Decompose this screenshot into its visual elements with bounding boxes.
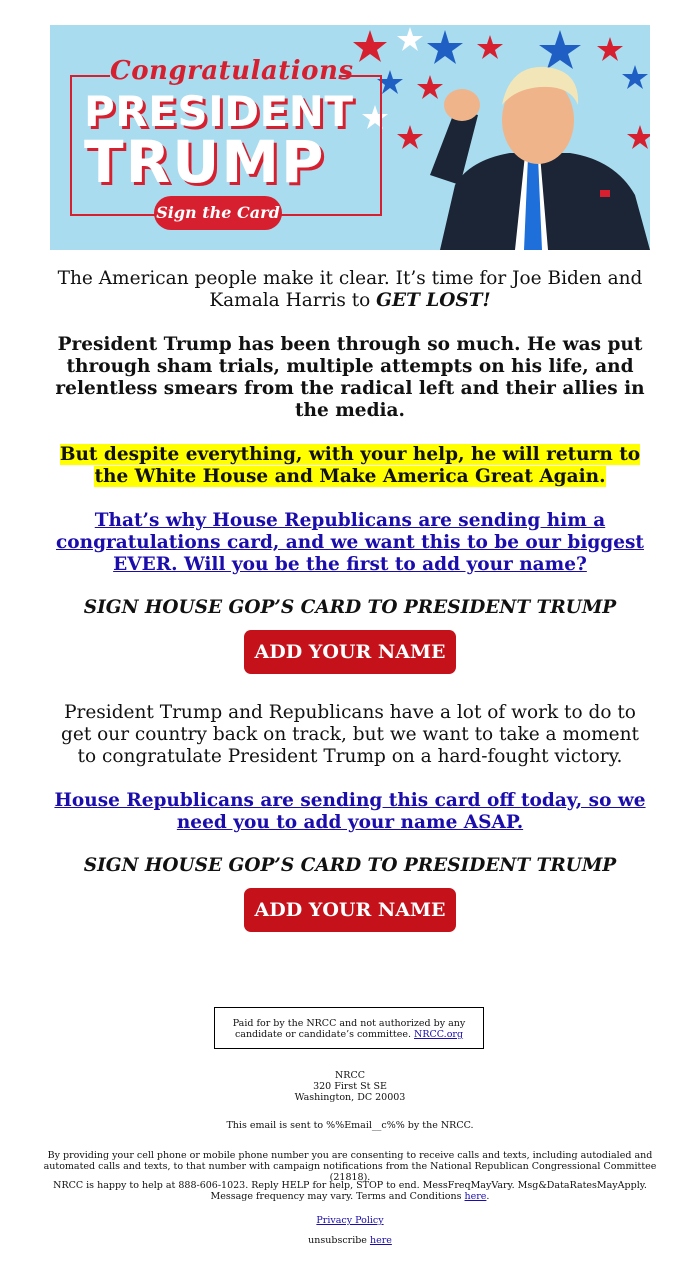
intro-text: The American people make it clear. It’s time for Joe Biden and Kamala Harris to [57, 268, 643, 311]
card-link-1[interactable]: That’s why House Republicans are sending him a congratulations card, and we want this to be our biggest EVER. Will you be the first to add your name? [56, 510, 644, 575]
para-return [50, 444, 650, 488]
footer-address [40, 1070, 660, 1103]
terms-link[interactable]: here [464, 1191, 487, 1202]
intro-paragraph [50, 268, 650, 312]
sign-heading-1: SIGN HOUSE GOP’S CARD TO PRESIDENT TRUMP [83, 597, 617, 618]
unsubscribe-text: unsubscribe [308, 1235, 370, 1246]
trump-photo [400, 45, 650, 250]
sign-the-card-badge[interactable]: Sign the Card [154, 196, 282, 230]
para-sham-trials: President Trump has been through so much. He was put through sham trials, multiple attempts on his life, and relentless smears from the radical left and their allies in the media. [55, 334, 645, 421]
privacy-row [40, 1215, 660, 1226]
add-your-name-button-1[interactable]: ADD YOUR NAME [244, 630, 456, 674]
org-name: NRCC [334, 1070, 365, 1081]
highlighted-text: But despite everything, with your help, he will return to the White House and Make America Great Again. [59, 444, 641, 487]
para-work: President Trump and Republicans have a lot of work to do to get our country back on track, but we want to take a moment to congratulate President Trump on a hard-fought victory. [61, 702, 639, 767]
sent-to-notice: This email is sent to %%Email__c%% by the NRCC. [226, 1120, 474, 1131]
link-paragraph-2 [50, 790, 650, 834]
nrcc-link[interactable]: NRCC.org [414, 1029, 464, 1040]
card-link-2[interactable]: House Republicans are sending this card off today, so we need you to add your name ASAP. [54, 790, 646, 833]
privacy-policy-link[interactable]: Privacy Policy [316, 1215, 384, 1226]
hero-banner[interactable] [50, 25, 650, 250]
help-notice: NRCC is happy to help at 888-606-1023. Reply HELP for help, STOP to end. MessFreqMayVary. Msg&DataRatesMayApply. Message frequency may vary. Terms and Conditions here. [53, 1180, 647, 1202]
address-line-2: Washington, DC 20003 [294, 1092, 406, 1103]
intro-emphasis: GET LOST! [376, 290, 491, 311]
paid-for-disclaimer [214, 1007, 484, 1049]
sign-heading-2: SIGN HOUSE GOP’S CARD TO PRESIDENT TRUMP [83, 855, 617, 876]
link-paragraph-1 [50, 510, 650, 576]
banner-congratulations: Congratulations [110, 56, 354, 86]
add-your-name-button-2[interactable]: ADD YOUR NAME [244, 888, 456, 932]
banner-trump: TRUMP [84, 128, 326, 196]
banner-president: PRESIDENT [84, 87, 354, 136]
help-text: NRCC is happy to help at 888-606-1023. Reply HELP for help, STOP to end. MessFreqMayVary. Msg&DataRatesMayApply. Message frequency may vary. Terms and Conditions [53, 1180, 647, 1202]
address-line-1: 320 First St SE [313, 1081, 387, 1092]
unsubscribe-row [40, 1235, 660, 1246]
sms-consent: By providing your cell phone or mobile phone number you are consenting to receive calls and texts, including autodialed and automated calls and texts, to that number with campaign notifications from the National Republican Congressional Committee (21818). [43, 1150, 657, 1183]
unsubscribe-link[interactable]: here [369, 1235, 392, 1246]
paid-for-text: Paid for by the NRCC and not authorized by any candidate or candidate’s committee. [232, 1018, 466, 1040]
